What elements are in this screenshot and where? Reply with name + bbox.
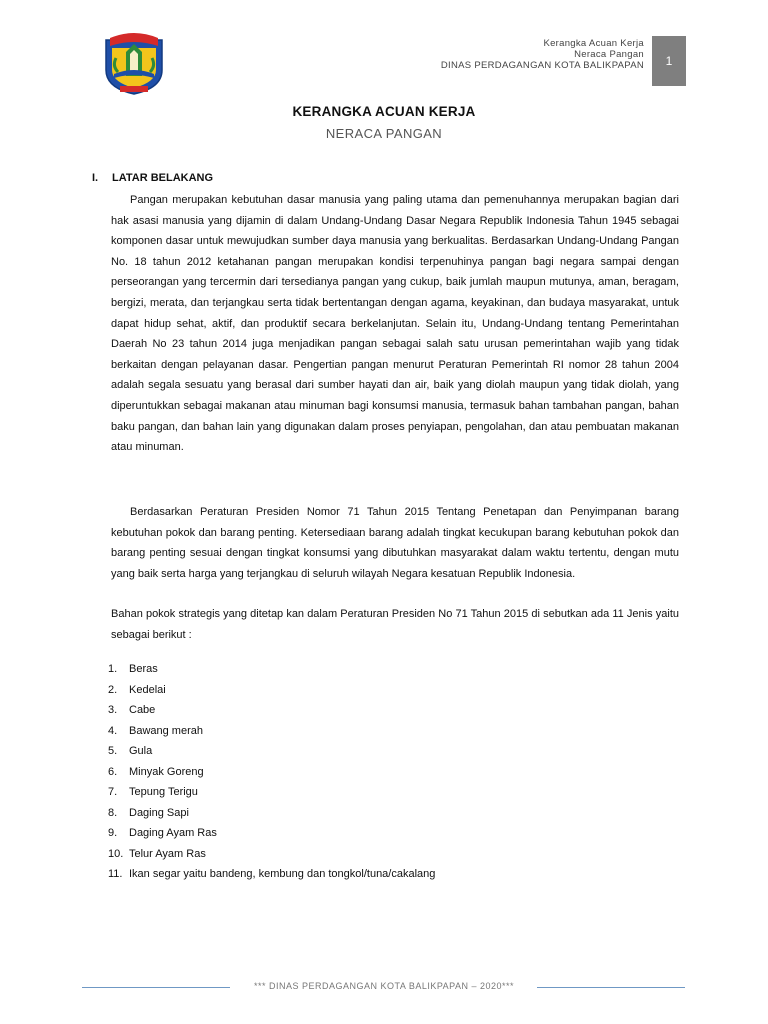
list-item (108, 803, 435, 824)
paragraph-2: Berdasarkan Peraturan Presiden Nomor 71 Tahun 2015 Tentang Penetapan dan Penyimpanan barang kebutuhan pokok dan barang penting. Ketersediaan barang adalah tingkat kecukupan barang kebutuhan pokok dan barang penting sesuai dengan tingkat konsumsi yang dibutuhkan masyarakat dalam waktu tertentu, dengan mutu yang baik serta harga yang terjangkau di seluruh wilayah Negara kesatuan Republik Indonesia. (111, 506, 679, 580)
page-number-badge (652, 36, 686, 86)
list-item (108, 700, 435, 721)
list-number: 9. (108, 827, 118, 839)
section-title: LATAR BELAKANG (112, 172, 214, 184)
list-number: 7. (108, 786, 118, 798)
list-label: Daging Sapi (129, 806, 189, 819)
list-number: 2. (108, 683, 118, 696)
list-number: 3. (108, 704, 118, 716)
paragraph-3: Bahan pokok strategis yang ditetap kan dalam Peraturan Presiden No 71 Tahun 2015 di sebutkan ada 11 Jenis yaitu sebagai berikut : (111, 608, 679, 641)
list-label: Telur Ayam Ras (129, 847, 206, 860)
paragraph-1: Pangan merupakan kebutuhan dasar manusia yang paling utama dan pemenuhannya merupakan bagian dari hak asasi manusia yang dijamin di dalam Undang-Undang Dasar Negara Republik Indonesia Tahun 1945 sebagai komponen dasar untuk mewujudkan sumber daya manusia yang berkualitas. Berdasarkan Undang-Undang Pangan No. 18 tahun 2012 ketahanan pangan merupakan kondisi terpenuhinya pangan bagi negara sampai dengan perseorangan yang tercermin dari tersedianya pangan yang cukup, baik jumlah maupun mutunya, aman, beragam, bergizi, merata, dan terjangkau serta tidak bertentangan dengan agama, keyakinan, dan budaya masyarakat, untuk dapat hidup sehat, aktif, dan produktif secara berkelanjutan. Selain itu, Undang-Undang tentang Pemerintahan Daerah No 23 tahun 2014 juga menjadikan pangan sebagai salah satu urusan pemerintahan wajib yang tidak berkaitan dengan pelayanan dasar. Pengertian pangan menurut Peraturan Pemerintah RI nomor 28 tahun 2004 adalah segala sesuatu yang berasal dari sumber hayati dan air, baik yang diolah maupun yang tidak diolah, yang diperuntukkan sebagai makanan atau minuman bagi konsumsi manusia, termasuk bahan tambahan pangan, bahan baku pangan, dan bahan lain yang digunakan dalam proses penyiapan, pengolahan, dan atau pembuatan makanan atau minuman. (111, 194, 679, 454)
header-agency: DINAS PERDAGANGAN KOTA BALIKPAPAN (440, 60, 644, 71)
list-label: Cabe (129, 704, 156, 716)
list-number: 1. (108, 663, 118, 675)
page-number: 1 (665, 54, 673, 68)
list-number: 6. (108, 765, 118, 778)
list-label: Bawang merah (129, 724, 203, 737)
list-label: Kedelai (129, 683, 166, 696)
list-label: Tepung Terigu (129, 786, 198, 798)
list-label: Minyak Goreng (129, 765, 204, 778)
list-number: 10. (108, 847, 124, 860)
section-heading (92, 172, 213, 184)
list-number: 8. (108, 806, 118, 819)
list-item (108, 680, 435, 701)
list-label: Gula (129, 745, 153, 757)
list-item (108, 864, 435, 885)
header-doc-topic: Neraca Pangan (574, 49, 644, 60)
list-label: Daging Ayam Ras (129, 827, 217, 839)
list-number: 4. (108, 724, 118, 737)
list-label: Beras (129, 663, 158, 675)
footer-text: *** DINAS PERDAGANGAN KOTA BALIKPAPAN – 2020*** (253, 981, 515, 991)
document-subtitle: NERACA PANGAN (325, 126, 443, 141)
list-number: 11. (108, 868, 123, 880)
list-item (108, 659, 435, 680)
list-item (108, 823, 435, 844)
document-header (441, 38, 644, 71)
section-number: I. (92, 172, 99, 184)
header-doc-type: Kerangka Acuan Kerja (543, 38, 644, 49)
list-number: 5. (108, 745, 118, 757)
list-label: Ikan segar yaitu bandeng, kembung dan tongkol/tuna/cakalang (129, 868, 436, 880)
list-item (108, 721, 435, 742)
list-item (108, 782, 435, 803)
list-item (108, 844, 435, 865)
city-emblem-logo (100, 30, 168, 96)
document-title: KERANGKA ACUAN KERJA (292, 104, 476, 119)
list-item (108, 762, 435, 783)
list-item (108, 741, 435, 762)
commodity-list (108, 659, 435, 885)
